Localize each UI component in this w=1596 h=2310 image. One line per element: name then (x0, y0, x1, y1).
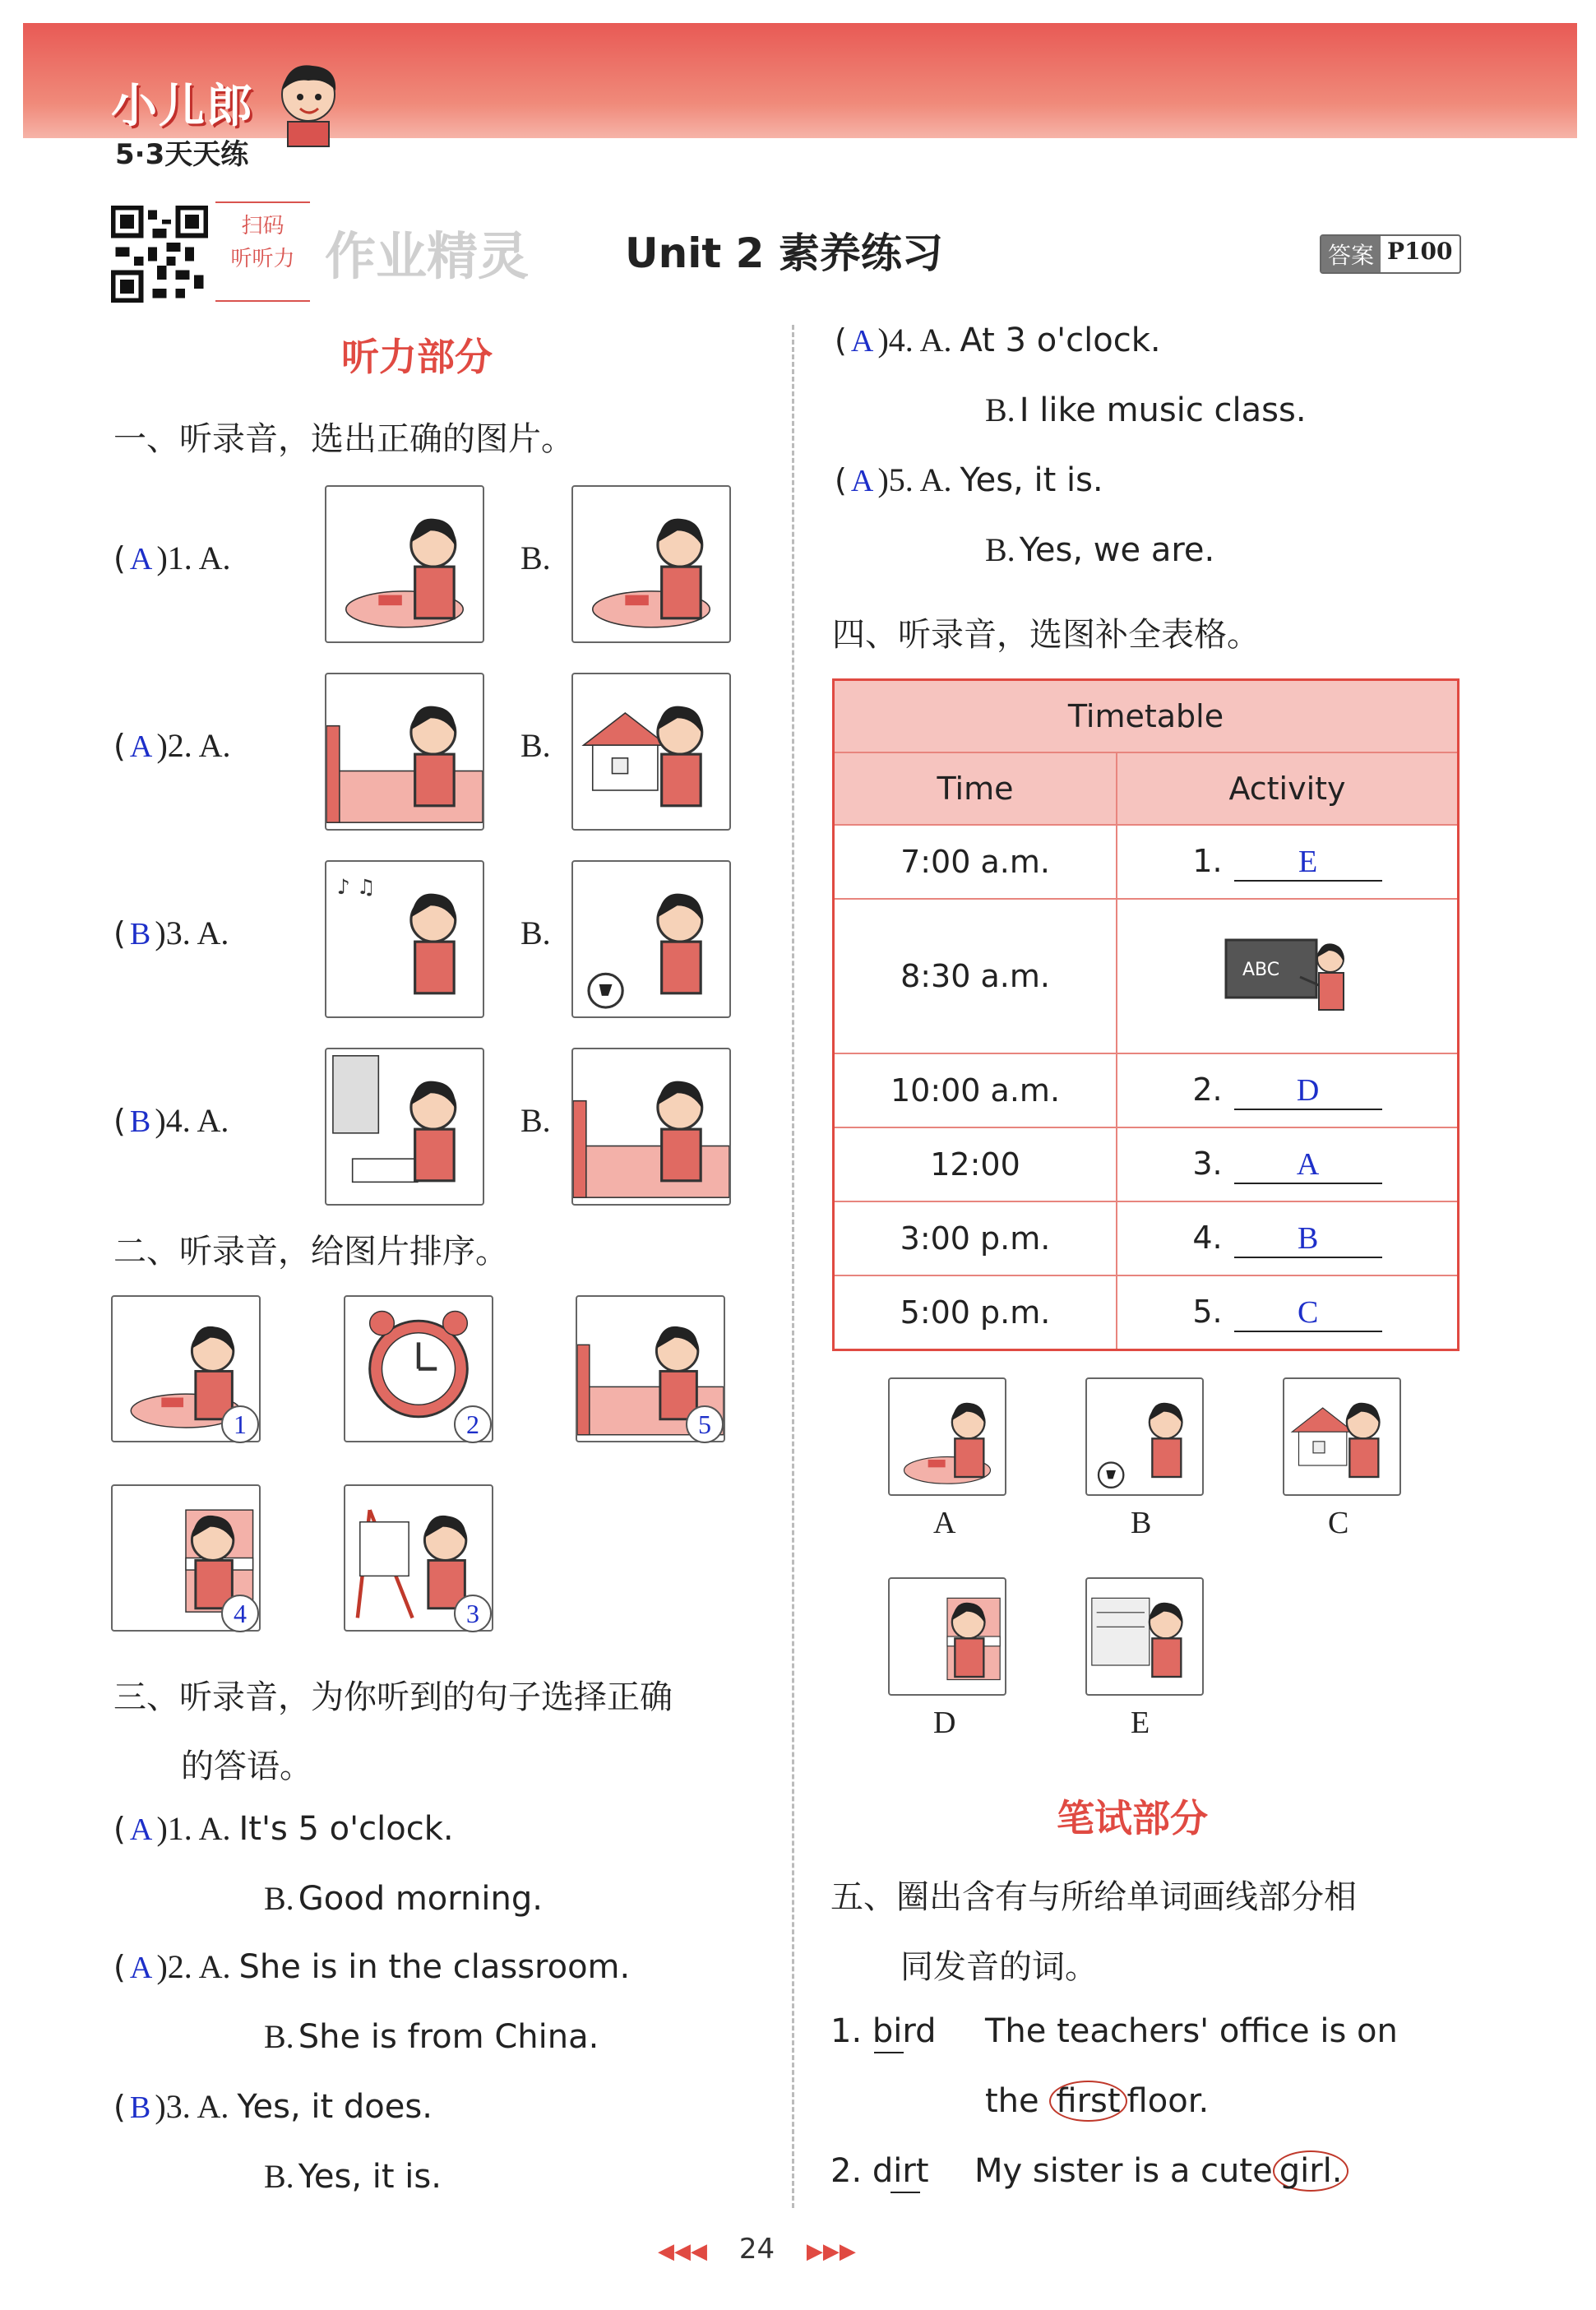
answer-mark[interactable]: A (129, 1812, 153, 1847)
answer-blank[interactable]: E (1234, 844, 1382, 882)
item-label: )4. A. (877, 322, 960, 359)
part1-item: ( B )3. A. (113, 914, 229, 951)
part1-item: ( A )1. A. (113, 539, 231, 576)
option-letter: A (933, 1506, 956, 1540)
timetable-title: Timetable (834, 680, 1459, 753)
option-b: B. Yes, we are. (985, 531, 1215, 569)
table-option-picture[interactable] (1085, 1377, 1204, 1496)
activity-cell-picture (1117, 899, 1459, 1053)
header-banner (23, 23, 1577, 138)
table-row (834, 1127, 1459, 1201)
prev-arrows-icon: ◀◀◀ (658, 2239, 707, 2264)
answer-mark[interactable]: A (129, 729, 153, 764)
qr-code[interactable] (111, 206, 208, 303)
answer-label: 答案 (1321, 236, 1381, 272)
activity-cell: 4. B (1117, 1201, 1459, 1275)
answer-mark[interactable]: A (850, 464, 874, 498)
part5-item1-line2: the first floor. (985, 2082, 1210, 2120)
item-label: )5. A. (877, 461, 960, 498)
next-arrows-icon: ▶▶▶ (806, 2239, 856, 2264)
part5-item2-word: 2. dirt (830, 2152, 929, 2190)
listening-section-title: 听力部分 (341, 335, 493, 379)
item-label: )3. A. (155, 2088, 238, 2125)
teacher-blackboard-icon (1222, 928, 1353, 1018)
table-row (834, 1275, 1459, 1350)
option-picture-b[interactable] (571, 673, 731, 831)
part2-heading: 二、听录音，给图片排序。 (113, 1233, 508, 1271)
part1-item: ( A )2. A. (113, 727, 231, 764)
item-label: )1. A. (156, 1810, 239, 1847)
option-a-text: Yes, it is. (960, 461, 1103, 499)
table-row (834, 899, 1459, 1053)
table-option-picture[interactable] (888, 1377, 1006, 1496)
option-letter: D (933, 1706, 956, 1740)
order-number[interactable]: 5 (686, 1405, 724, 1443)
time-cell: 12:00 (834, 1127, 1117, 1201)
circled-word[interactable]: first (1049, 2081, 1126, 2122)
order-number[interactable]: 1 (221, 1405, 259, 1443)
option-b-label: B. (520, 1102, 551, 1139)
option-picture-b[interactable] (571, 1048, 731, 1206)
part5-item1-word: 1. bird (830, 2012, 937, 2050)
part5-heading-line1: 五、圈出含有与所给单词画线部分相 (830, 1878, 1357, 1916)
mascot-icon (271, 58, 345, 148)
part3-item: ( A )4. A. At 3 o'clock. (835, 322, 1161, 359)
part3-heading-line2: 的答语。 (181, 1748, 312, 1785)
part5-heading-line2: 同发音的词。 (900, 1948, 1098, 1986)
item-label: )1. A. (156, 539, 231, 576)
time-cell: 7:00 a.m. (834, 825, 1117, 899)
brand-logo: 小儿郎 (111, 80, 254, 133)
page-footer (658, 2233, 856, 2266)
option-a-text: At 3 o'clock. (960, 322, 1161, 359)
part5-item1-line1: The teachers' office is on (985, 2012, 1398, 2050)
item-label: )2. A. (156, 727, 231, 764)
option-b: B. She is from China. (264, 2018, 599, 2056)
option-letter: E (1131, 1706, 1150, 1740)
brand-subtitle: 5·3天天练 (115, 138, 249, 171)
part3-heading-line1: 三、听录音，为你听到的句子选择正确 (113, 1678, 673, 1716)
part3-item: ( B )3. A. Yes, it does. (113, 2088, 433, 2126)
time-cell: 5:00 p.m. (834, 1275, 1117, 1350)
option-picture-b[interactable] (571, 860, 731, 1018)
underline-mark (874, 2052, 904, 2053)
part3-item: ( A )1. A. It's 5 o'clock. (113, 1810, 454, 1848)
order-number[interactable]: 3 (454, 1595, 492, 1632)
part4-heading: 四、听录音，选图补全表格。 (832, 616, 1260, 654)
answer-blank[interactable]: A (1234, 1146, 1382, 1184)
answer-blank[interactable]: C (1234, 1294, 1382, 1332)
table-option-picture[interactable] (888, 1577, 1006, 1696)
option-letter: C (1328, 1506, 1349, 1540)
part3-item: ( A )2. A. She is in the classroom. (113, 1948, 631, 1986)
option-picture-a[interactable] (325, 485, 484, 643)
part5-item2-sentence: My sister is a cute girl. (974, 2152, 1349, 2190)
option-a-text: Yes, it does. (237, 2088, 433, 2126)
option-picture-a[interactable] (325, 673, 484, 831)
table-row (834, 825, 1459, 899)
activity-cell: 5. C (1117, 1275, 1459, 1350)
circled-word[interactable]: girl. (1273, 2150, 1349, 2192)
table-row (834, 1053, 1459, 1127)
option-b-label: B. (520, 914, 551, 951)
activity-cell: 2. D (1117, 1053, 1459, 1127)
answer-blank[interactable]: B (1234, 1220, 1382, 1258)
page-title: Unit 2 素养练习 (625, 229, 943, 277)
option-a-text: She is in the classroom. (238, 1948, 631, 1986)
timetable (832, 678, 1460, 1351)
option-letter: B (1131, 1506, 1152, 1540)
option-picture-a[interactable] (325, 1048, 484, 1206)
option-picture-a[interactable] (325, 860, 484, 1018)
time-cell: 3:00 p.m. (834, 1201, 1117, 1275)
page-number: 24 (738, 2233, 775, 2266)
table-option-picture[interactable] (1085, 1577, 1204, 1696)
part3-item: ( A )5. A. Yes, it is. (835, 461, 1103, 499)
option-b-label: B. (520, 539, 551, 576)
table-row (834, 1201, 1459, 1275)
item-label: )4. A. (155, 1102, 229, 1139)
col-activity-header: Activity (1117, 752, 1459, 825)
time-cell: 10:00 a.m. (834, 1053, 1117, 1127)
option-a-text: It's 5 o'clock. (238, 1810, 454, 1848)
column-divider (792, 325, 794, 2208)
answer-mark[interactable]: A (129, 542, 153, 576)
activity-cell: 1. E (1117, 825, 1459, 899)
watermark: 作业精灵 (325, 226, 530, 286)
answer-tag (1320, 234, 1461, 274)
option-b-label: B. (520, 727, 551, 764)
answer-mark[interactable]: B (129, 1104, 151, 1139)
board-text: ABC (1242, 959, 1279, 980)
writing-section-title: 笔试部分 (1057, 1796, 1208, 1840)
item-label: )2. A. (156, 1948, 239, 1985)
order-number[interactable]: 4 (221, 1595, 259, 1632)
col-time-header: Time (834, 752, 1117, 825)
table-option-picture[interactable] (1283, 1377, 1401, 1496)
activity-cell: 3. A (1117, 1127, 1459, 1201)
answer-mark[interactable]: A (850, 324, 874, 359)
time-cell: 8:30 a.m. (834, 899, 1117, 1053)
order-number[interactable]: 2 (454, 1405, 492, 1443)
option-b: B. Yes, it is. (264, 2158, 442, 2196)
option-b: B. I like music class. (985, 391, 1307, 429)
answer-mark[interactable]: A (129, 1951, 153, 1985)
answer-page: P100 (1387, 238, 1453, 265)
item-label: )3. A. (155, 914, 229, 951)
underline-mark (891, 2192, 920, 2193)
part1-heading: 一、听录音，选出正确的图片。 (113, 420, 574, 458)
answer-blank[interactable]: D (1234, 1072, 1382, 1110)
answer-mark[interactable]: B (129, 917, 151, 951)
option-b: B. Good morning. (264, 1880, 543, 1918)
answer-mark[interactable]: B (129, 2090, 151, 2125)
svg-text:♪ ♫: ♪ ♫ (336, 875, 376, 900)
part1-item: ( B )4. A. (113, 1102, 229, 1139)
scan-listen-label: 扫码 听听力 (215, 201, 310, 302)
option-picture-b[interactable] (571, 485, 731, 643)
